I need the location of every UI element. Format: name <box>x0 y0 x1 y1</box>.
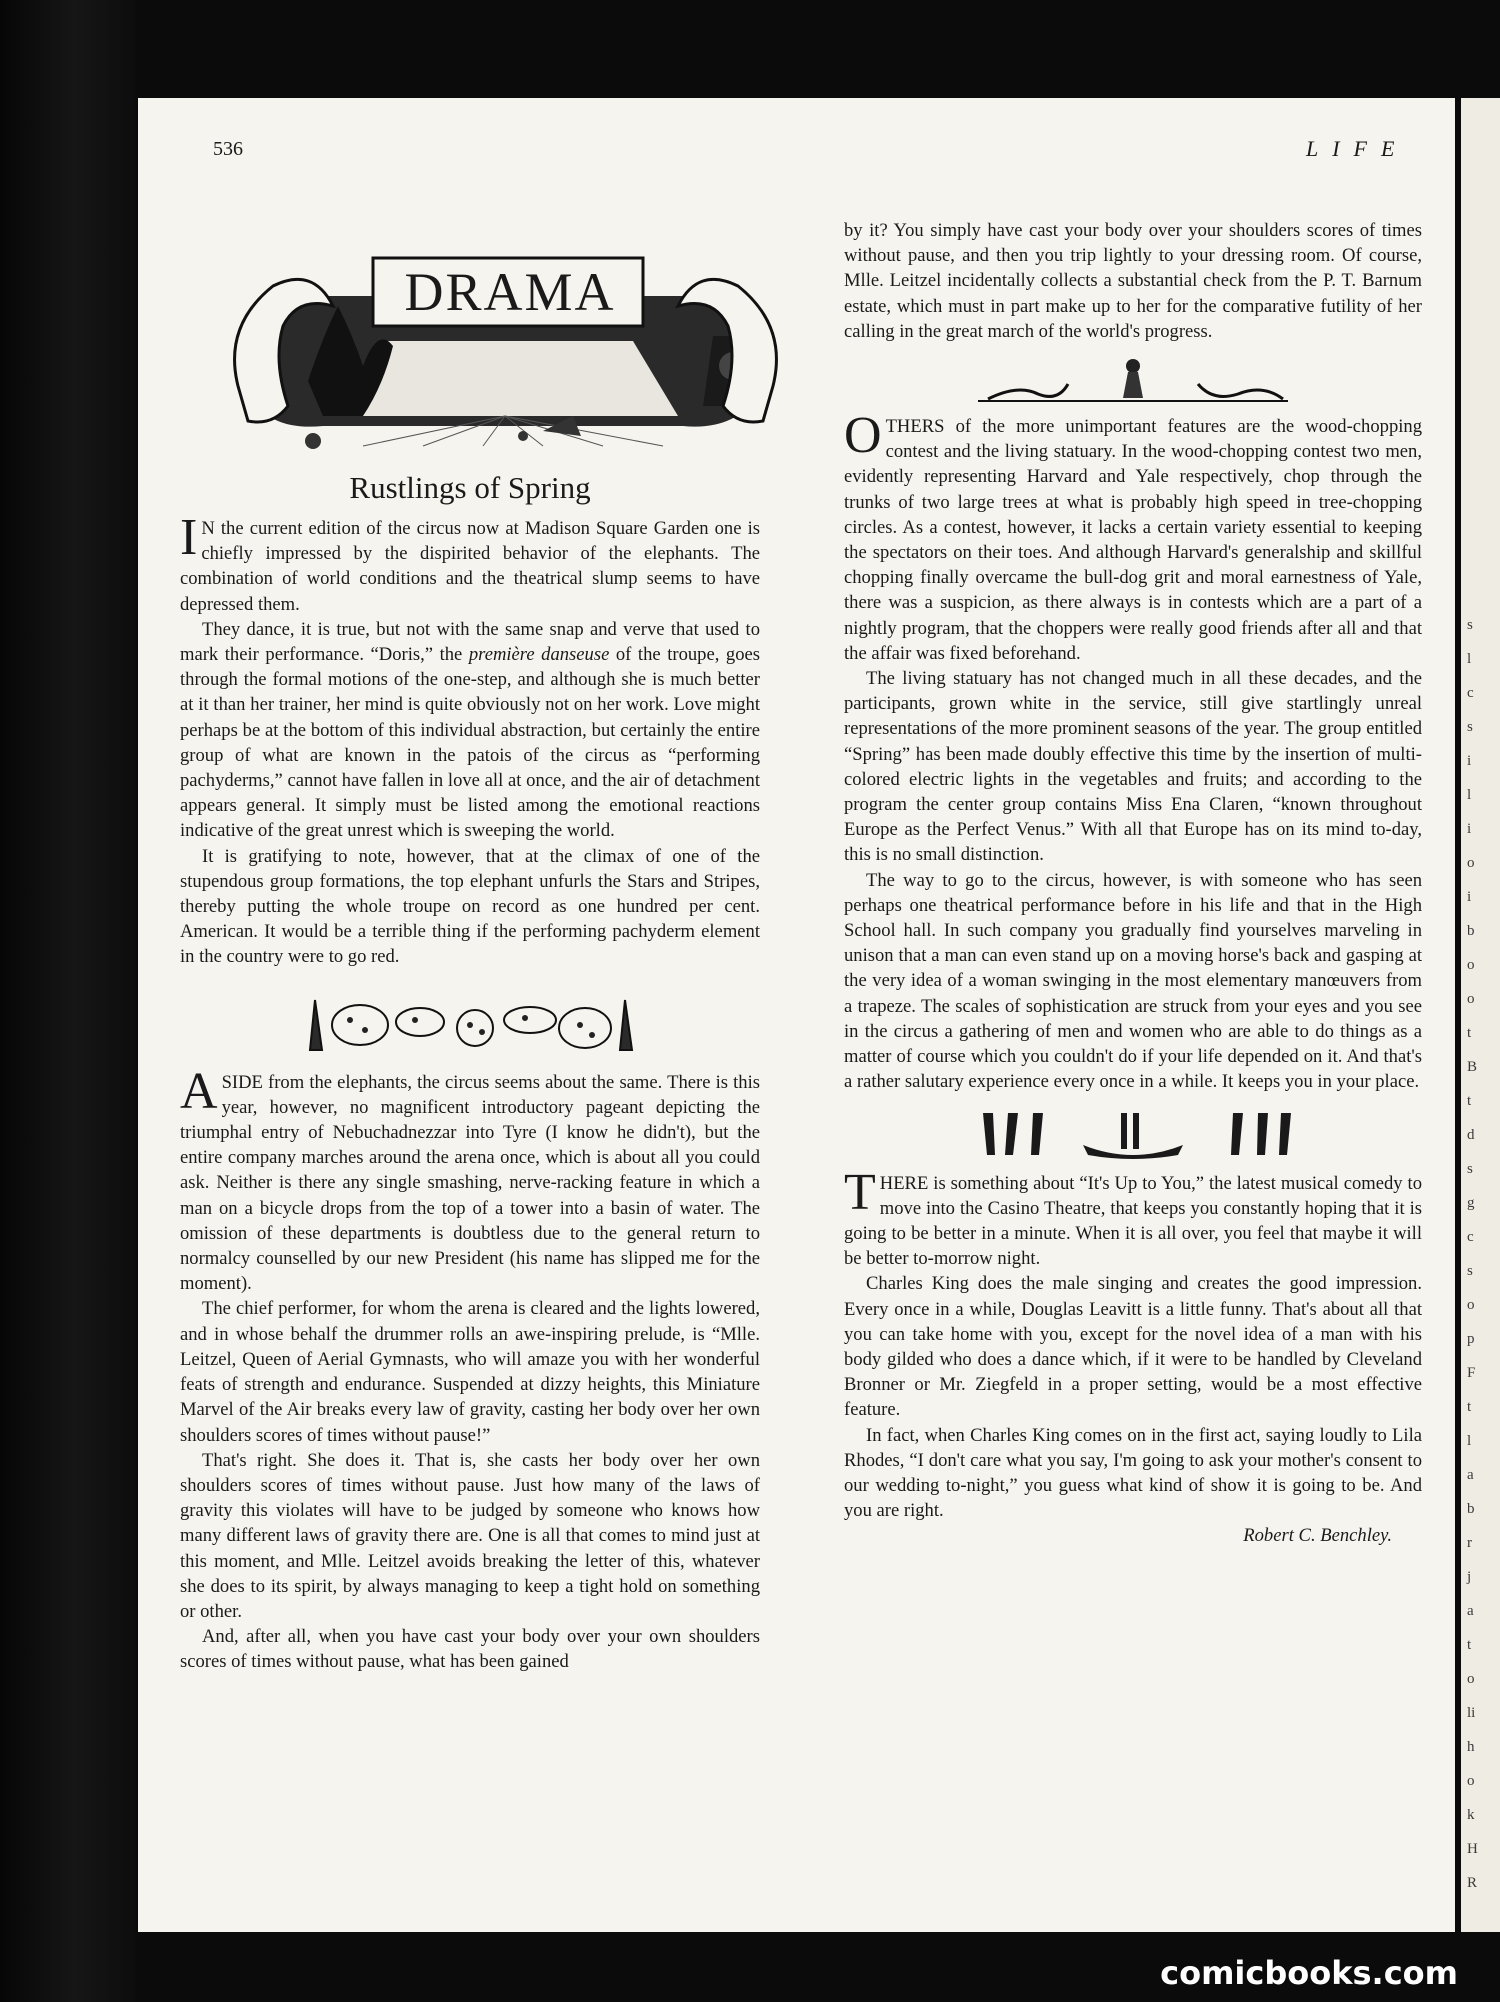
page-number: 536 <box>213 138 243 160</box>
adjacent-page-edge <box>1461 98 1500 1932</box>
next-page-fragment: k <box>1467 1807 1475 1823</box>
next-page-fragment: s <box>1467 617 1473 633</box>
next-page-fragment: o <box>1467 957 1475 973</box>
next-page-fragment: B <box>1467 1059 1478 1075</box>
paragraph-14: In fact, when Charles King comes on in the first act, saying loudly to Lila Rhodes, “I don't care what you say, I'm going to ask your mother's consent to our wedding to-night,” you guess what kind of show it is going to be. And you are right. <box>844 1424 1422 1522</box>
watermark: comicbooks.com <box>1160 1954 1458 1992</box>
next-page-fragment: s <box>1467 1263 1473 1279</box>
elephant-dancers-ornament <box>300 980 640 1060</box>
next-page-fragment: o <box>1467 991 1475 1007</box>
next-page-fragment: b <box>1467 923 1475 939</box>
paragraph-13: Charles King does the male singing and creates the good impression. Every once in a while, Douglas Leavitt is a little funny. That's about all that you can take home with you, except for the novel idea of a man with his body gilded who does a dance which, if it were to be handled by Cleveland Bronner or Mr. Ziegfeld in a proper setting, would be a most effective feature. <box>844 1273 1422 1421</box>
paragraph-11: The way to go to the circus, however, is with someone who has seen perhaps one theatrical performance before in his life and that in the High School hall. In such company you gradually find yourselves marveling in unison that a man can even stand up on a moving horse's back and gasping at the very idea of a woman swinging in the most elementary manœuvers from a trapeze. The scales of sophistication are struck from your eyes and you see in the circus a gathering of men and women who are able to do things as a matter of course which you couldn't do if your life depended on it. And that's a rather salutary experience every once in a while. It keeps you in your place. <box>844 869 1422 1093</box>
next-page-fragment: l <box>1467 787 1472 803</box>
next-page-fragment: o <box>1467 1773 1475 1789</box>
next-page-fragment: b <box>1467 1501 1475 1517</box>
paragraph-5: The chief performer, for whom the arena is cleared and the lights lowered, and in whose behalf the drummer rolls an awe-inspiring prelude, is “Mlle. Leitzel, Queen of Aerial Gymnasts, who will amaze you with her wonderful feats of strength and endurance. Suspended at dizzy heights, this Miniature Marvel of the Air breaks every law of gravity, casting her body over her own shoulders scores of times without pause!” <box>180 1298 760 1446</box>
left-column <box>180 462 760 1675</box>
next-page-fragment: t <box>1467 1093 1472 1109</box>
next-page-fragment: l <box>1467 651 1472 667</box>
next-page-fragment: H <box>1467 1841 1478 1857</box>
next-page-fragment: d <box>1467 1127 1475 1143</box>
drop-cap-t: T <box>844 1163 876 1221</box>
paragraph-7: And, after all, when you have cast your body over your own shoulders scores of times without pause, what has been gained <box>180 1626 760 1673</box>
paragraph-10: The living statuary has not changed much in all these decades, and the participants, grown white in the service, still give startlingly unreal representations of the more prominent seasons of the year. The group entitled “Spring” has been made doubly effective this time by the insertion of multi-colored electric lights in the vegetables and fruits; and according to the program the center group contains Miss Ena Claren, “known throughout Europe as the Perfect Venus.” With all that Europe has on its mind to-day, this is no small distinction. <box>844 668 1422 866</box>
article-title: Rustlings of Spring <box>349 470 591 505</box>
next-page-fragment: o <box>1467 1671 1475 1687</box>
next-page-fragment: t <box>1467 1025 1472 1041</box>
next-page-fragment: s <box>1467 719 1473 735</box>
drop-cap-o: O <box>844 407 882 465</box>
drama-banner-title: DRAMA <box>404 262 616 322</box>
next-page-fragment: a <box>1467 1467 1474 1483</box>
next-page-fragment: p <box>1467 1331 1475 1347</box>
paragraph-8: by it? You simply have cast your body over your shoulders scores of times without pause, and then you trip lightly to your dressing room. Of course, Mlle. Leitzel incidentally collects a substantial check from the P. T. Barnum estate, which must in part make up to her for the comparative futility of her calling in the great march of the world's progress. <box>844 220 1422 342</box>
next-page-fragment: h <box>1467 1739 1475 1755</box>
paragraph-3: It is gratifying to note, however, that at the climax of one of the stupendous group formations, the top elephant unfurls the Stars and Stripes, thereby putting the whole troupe on record as one hundred per cent. American. It would be a terrible thing if the performing pachyderm element in the country were to go red. <box>180 845 760 968</box>
next-page-fragment: j <box>1467 1569 1472 1585</box>
paragraph-2: They dance, it is true, but not with the same snap and verve that used to mark their performance. “Doris,” the première danseuse of the troupe, goes through the formal motions of the one-step, and although she is much better at it than her trainer, her mind is quite obviously not on her work. Love might perhaps be at the bottom of this individual abstraction, but certainly the entire group of what are known in the patois of the circus as “performing pachyderms,” cannot have fallen in love all at once, and the air of detachment appears general. It simply must be listed among the emotional reactions indicative of the great unrest which is sweeping the world. <box>180 618 761 842</box>
next-page-fragment: t <box>1467 1637 1472 1653</box>
snakes-and-figure-ornament <box>968 354 1298 404</box>
next-page-fragment: R <box>1467 1875 1478 1891</box>
next-page-fragment: F <box>1467 1365 1476 1381</box>
magazine-page <box>138 98 1455 1932</box>
next-page-fragment: o <box>1467 1297 1475 1313</box>
next-page-fragment: c <box>1467 1229 1474 1245</box>
paragraph-6: That's right. She does it. That is, she casts her body over her own shoulders scores of times without pause. Just how many of the laws of gravity this violates will have to be judged by someone who knows how many different laws of gravity there are. One is all that comes to mind just at this moment, and Mlle. Leitzel avoids breaking the letter of this, whatever she does to its spirit, by always managing to keep a tight hold on something or other. <box>180 1449 760 1622</box>
paragraph-4: ASIDE from the elephants, the circus seems about the same. There is this year, however, no magnificent introductory pageant depicting the triumphal entry of Nebuchadnezzar into Tyre (I know he didn't), but the entire company marches around the arena once, which is about all you could ask. Neither is there any single smashing, nerve-racking feature in which a man on a bicycle drops from the top of a tower into a basin of water. The omission of these departments is doubtless due to the general return to normalcy counselled by our new President (his name has slipped me for the moment). <box>180 1062 760 1295</box>
next-page-fragment: li <box>1467 1705 1476 1721</box>
author-signature: Robert C. Benchley. <box>1243 1525 1392 1547</box>
dancing-legs-ornament <box>963 1105 1303 1161</box>
next-page-fragment: i <box>1467 889 1472 905</box>
scan-left-margin <box>0 0 135 2002</box>
drop-cap-a: A <box>180 1062 218 1120</box>
next-page-fragment: s <box>1467 1161 1473 1177</box>
next-page-fragment: o <box>1467 855 1475 871</box>
next-page-fragment: c <box>1467 685 1474 701</box>
next-page-fragment: r <box>1467 1535 1472 1551</box>
next-page-fragment: i <box>1467 821 1472 837</box>
paragraph-1: I N the current edition of the circus now at Madison Square Garden one is chiefly impressed by the dispirited behavior of the elephants. The combination of world conditions and the theatrical slump seems to have depressed them. <box>180 509 760 615</box>
next-page-fragment: i <box>1467 753 1472 769</box>
right-column <box>844 218 1422 1549</box>
running-head: LIFE <box>1306 136 1409 161</box>
next-page-fragment: t <box>1467 1399 1472 1415</box>
next-page-fragment: a <box>1467 1603 1474 1619</box>
paragraph-12: THERE is something about “It's Up to You,” the latest musical comedy to move into the Casino Theatre, that keeps you constantly hoping that it is going to be better in a minute. When it is all over, you feel that maybe it will be better to-morrow night. <box>844 1163 1422 1270</box>
paragraph-9: OTHERS of the more unimportant features are the wood-chopping contest and the living statuary. In the wood-chopping contest two men, evidently representing Harvard and Yale respectively, chop through the trunks of two large trees at what is probably high speed in tree-chopping circles. As a contest, however, it lacks a certain variety essential to keeping the spectators on their toes. And although Harvard's generalship and skillful chopping finally overcame the bull-dog grit and moral earnestness of Yale, there was a suspicion, as there always is in contests which are a part of a nightly program, that the choppers were really good friends after all and that the affair was fixed beforehand. <box>844 407 1422 664</box>
next-page-fragment: l <box>1467 1433 1472 1449</box>
drop-cap-i: I <box>180 509 198 566</box>
next-page-fragment: g <box>1467 1195 1475 1211</box>
